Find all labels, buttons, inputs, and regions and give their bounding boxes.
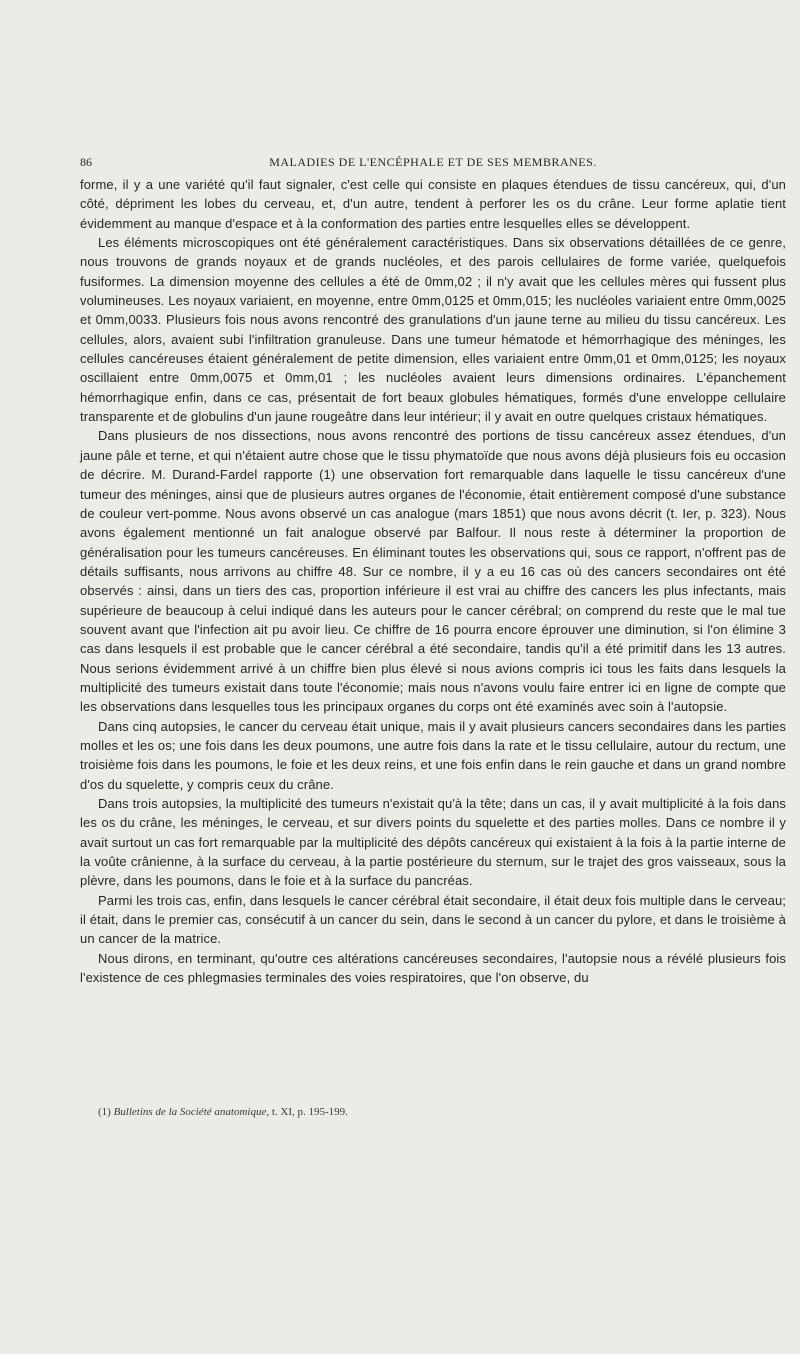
paragraph: Nous dirons, en terminant, qu'outre ces altérations cancéreuses secondaires, l'autopsie nous a révélé plusieurs fois l'existence de ces phlegmasies terminales des voies respiratoires, que l'on observe, du: [80, 950, 786, 986]
footnote: [98, 1106, 788, 1118]
paragraph: Dans plusieurs de nos dissections, nous avons rencontré des portions de tissu cancéreux assez étendues, d'un jaune pâle et terne, et qui n'étaient autre chose que le tissu phymatoïde que nous avons déjà plusieurs fois eu occasion de décrire. M. Durand-Fardel rapporte (1) une observation fort remarquable dans laquelle le tissu cancéreux d'une tumeur des méninges, ainsi que de plusieurs autres organes de l'économie, était entièrement composé d'une substance de couleur vert-pomme. Nous avons observé un cas analogue (mars 1851) que nous avons décrit (t. Ier, p. 323). Nous avons également mentionné un fait analogue observé par Balfour. Il nous reste à déterminer la proportion de généralisation pour les tumeurs cancéreuses. En éliminant toutes les observations qui, sous ce rapport, n'offrent pas de détails suffisants, nous arrivons au chiffre 48. Sur ce nombre, il y a eu 16 cas où des cancers secondaires ont été observés : ainsi, dans un tiers des cas, proportion inférieure il est vrai au chiffre des cancers les plus infectants, mais supérieure de beaucoup à celui indiqué dans les auteurs pour le cancer cérébral; on comprend du reste que le mal tue souvent avant que l'infection ait pu avoir lieu. Ce chiffre de 16 pourra encore éprouver une diminution, si l'on élimine 3 cas dans lesquels il est probable que le cancer cérébral a été secondaire, tandis qu'il a été primitif dans les 13 autres. Nous serions évidemment arrivé à un chiffre bien plus élevé si nous avions compris ici tous les faits dans lesquels la multiplicité des tumeurs existait dans toute l'économie; mais nous n'avons voulu faire entrer ici en ligne de compte que les observations dans lesquelles tous les principaux organes du corps ont été examinés avec soin à l'autopsie.: [80, 428, 786, 715]
paragraph: forme, il y a une variété qu'il faut signaler, c'est celle qui consiste en plaques étendues de tissu cancéreux, qui, d'un côté, dépriment les lobes du cerveau, et, d'un autre, tendent à perforer les os du crâne. Leur forme aplatie tient évidemment au manque d'espace et à la conformation des parties entre lesquelles elles se développent.: [80, 177, 786, 231]
body-text: [80, 175, 786, 987]
running-title: MALADIES DE L'ENCÉPHALE ET DE SES MEMBRANES.: [269, 155, 597, 169]
paragraph: Dans trois autopsies, la multiplicité des tumeurs n'existait qu'à la tête; dans un cas, il y avait multiplicité à la fois dans les os du crâne, les méninges, le cerveau, et sur divers points du squelette et des parties molles. Dans ce nombre il y avait surtout un cas fort remarquable par la multiplicité des dépôts cancéreux qui existaient à la fois à la partie interne de la voûte crânienne, à la surface du cerveau, à la partie postérieure du sternum, sur le trajet des gros vaisseaux, sous la plèvre, dans les poumons, dans le foie et à la surface du pancréas.: [80, 796, 786, 889]
paragraph: Parmi les trois cas, enfin, dans lesquels le cancer cérébral était secondaire, il était deux fois multiple dans le cerveau; il était, dans le premier cas, consécutif à un cancer du sein, dans le second à un cancer du pylore, et dans le troisième à un cancer de la matrice.: [80, 892, 786, 947]
footnote-marker: (1): [98, 1106, 111, 1118]
paragraph: Les éléments microscopiques ont été généralement caractéristiques. Dans six observations détaillées de ce genre, nous trouvons de grands noyaux et de grands nucléoles, et des parois cellulaires de forme variée, quelquefois fusiformes. La dimension moyenne des cellules a été de 0mm,02 ; il n'y avait que les cellules mères qui fussent plus volumineuses. Les noyaux variaient, en moyenne, entre 0mm,0125 et 0mm,015; les nucléoles variaient entre 0mm,0025 et 0mm,0033. Plusieurs fois nous avons rencontré des granulations d'un jaune terne au milieu du tissu cancéreux. Les cellules, alors, avaient subi l'infiltration granuleuse. Dans une tumeur hématode et hémorrhagique des méninges, les cellules cancéreuses étaient généralement de petite dimension, elles variaient entre 0mm,01 et 0mm,0125; les noyaux oscillaient entre 0mm,0075 et 0mm,01 ; les nucléoles avaient leurs dimensions ordinaires. L'épanchement hémorrhagique enfin, dans ce cas, présentait de fort beaux globules hématiques, formés d'une enveloppe cellulaire transparente et de globulins d'un jaune rougeâtre dans leur intérieur; il y avait en outre quelques cristaux hématiques.: [80, 235, 786, 425]
paragraph: Dans cinq autopsies, le cancer du cerveau était unique, mais il y avait plusieurs cancers secondaires dans les parties molles et les os; une fois dans les deux poumons, une autre fois dans la rate et le tissu cellulaire, autour du rectum, une troisième fois dans les poumons, le foie et les deux reins, et une fois enfin dans le rein gauche et dans un grand nombre d'os du squelette, y compris ceux du crâne.: [80, 718, 786, 792]
page-number: 86: [80, 155, 92, 169]
footnote-reference: , t. XI, p. 195-199.: [266, 1106, 348, 1118]
page-header: [80, 155, 786, 173]
footnote-source: Bulletins de la Société anatomique: [113, 1106, 267, 1118]
